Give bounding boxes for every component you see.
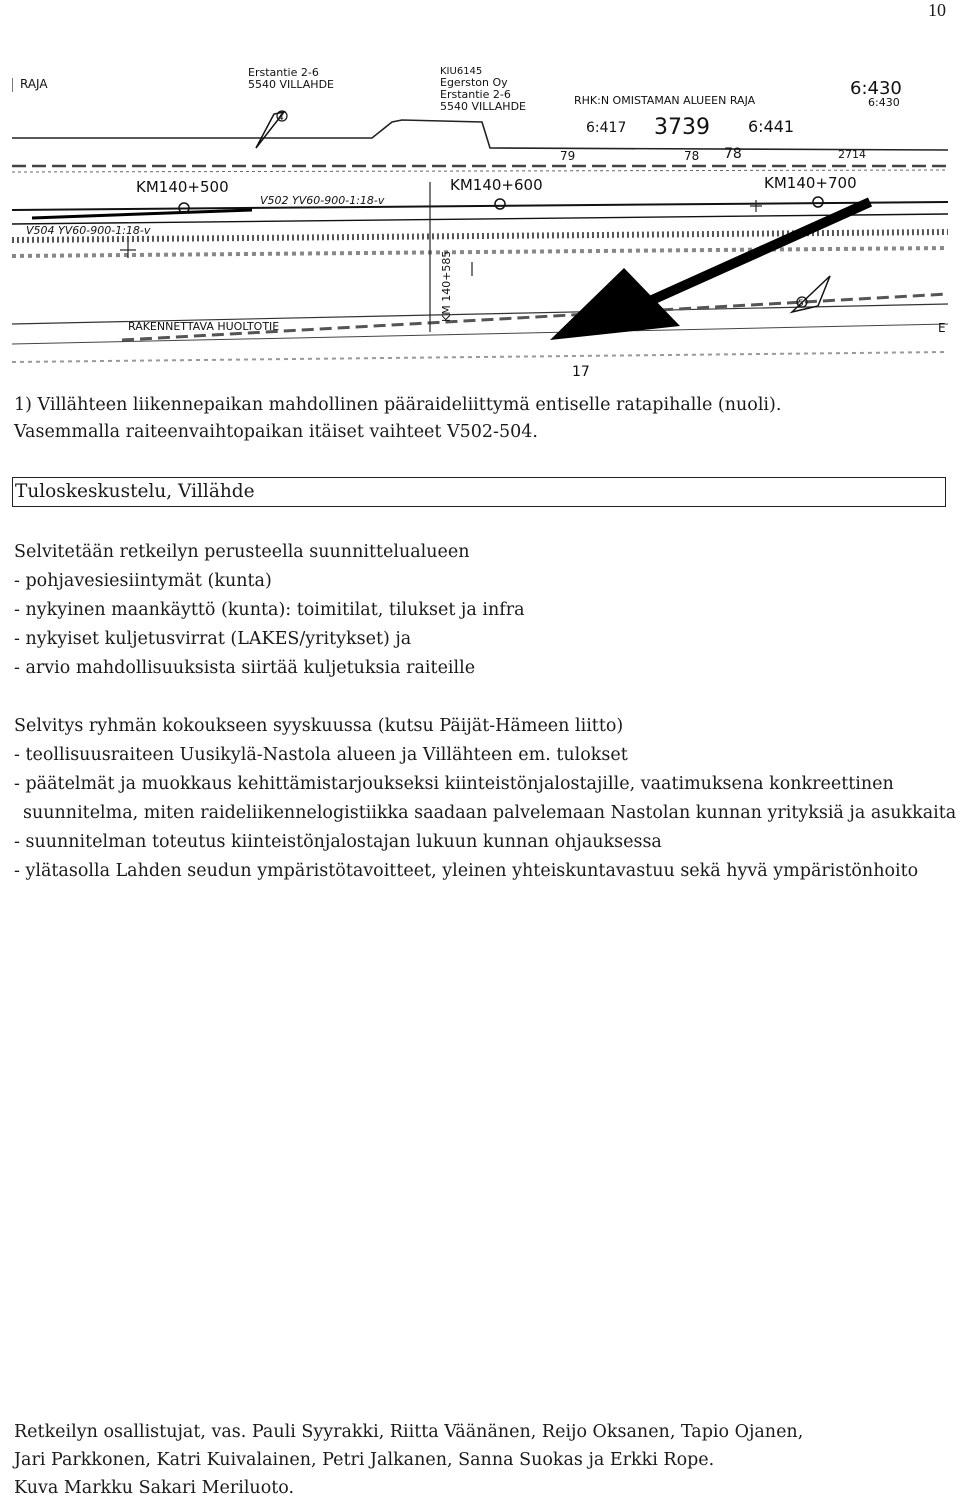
depot-road-label: RAKENNETTAVA HUOLTOTIE [128, 320, 280, 333]
number-17: 17 [572, 364, 590, 380]
meeting-item: - päätelmät ja muokkaus kehittämistarjoukseksi kiinteistönjalostajille, vaatimuksena konkreettinen [14, 774, 894, 794]
caption-line-2: Vasemmalla raiteenvaihtopaikan itäiset vaihteet V502-504. [14, 422, 538, 442]
credits-line-2: Jari Parkkonen, Katri Kuivalainen, Petri Jalkanen, Sanna Suokas ja Erkki Rope. [14, 1450, 715, 1470]
km140-500-label: KM140+500 [136, 178, 229, 196]
km600-marker [495, 199, 505, 209]
credits-line-1: Retkeilyn osallistujat, vas. Pauli Syyrakki, Riitta Väänänen, Reijo Oksanen, Tapio Ojanen, [14, 1422, 804, 1442]
survey-intro: Selvitetään retkeilyn perusteella suunnittelualueen [14, 542, 470, 562]
credits-line-3: Kuva Markku Sakari Meriluoto. [14, 1478, 295, 1498]
meeting-item-continued: suunnitelma, miten raideliikennelogistiikka saadaan palvelemaan Nastolan kunnan yrityksiä ja asukkaita [23, 803, 957, 823]
main-track-4 [12, 248, 948, 256]
section-title: Tuloskeskustelu, Villähde [15, 481, 255, 502]
page-number: 10 [928, 0, 946, 20]
lower-fence-4 [12, 352, 948, 362]
property-boundary [12, 120, 948, 150]
upper-fence-2 [12, 170, 948, 172]
survey-mark-b: 5 [798, 299, 804, 309]
number-78-b: 78 [724, 146, 742, 162]
meeting-item: - ylätasolla Lahden seudun ympäristötavoitteet, yleinen yhteiskuntavastuu sekä hyvä ympäristönhoito [14, 861, 919, 881]
km140-585-label: KM 140+585 [440, 250, 453, 322]
switch-v504-label: V504 YV60-900-1:18-v [26, 224, 151, 237]
parcel-6-430-a: 6:430 [850, 78, 902, 99]
number-78-a: 78 [684, 149, 700, 163]
meeting-item: - teollisuusraiteen Uusikylä-Nastola alueen ja Villähteen em. tulokset [14, 745, 628, 765]
survey-item: - pohjavesiesiintymät (kunta) [14, 571, 272, 591]
parcel-6-441: 6:441 [748, 117, 795, 136]
survey-item: - nykyinen maankäyttö (kunta): toimitilat, tilukset ja infra [14, 600, 525, 620]
parcel-6-430-b: 6:430 [868, 96, 900, 109]
number-2714: 2714 [838, 148, 866, 161]
address1-line2: 5540 VILLAHDE [248, 78, 334, 91]
track-plan-drawing [12, 62, 948, 388]
big-arrow-head [550, 268, 680, 340]
switch-track [32, 210, 252, 218]
meeting-item: - suunnitelman toteutus kiinteistönjalostajan lukuun kunnan ohjauksessa [14, 832, 662, 852]
survey-item: - nykyiset kuljetusvirrat (LAKES/yritykset) ja [14, 629, 412, 649]
main-track-1 [12, 202, 948, 210]
track-plan-map [12, 62, 948, 388]
parcel-6-417: 6:417 [586, 120, 627, 136]
meeting-intro: Selvitys ryhmän kokoukseen syyskuussa (kutsu Päijät-Hämeen liitto) [14, 716, 624, 736]
main-track-2 [12, 214, 948, 224]
address1-line1: Erstantie 2-6 [248, 66, 319, 79]
address2-line1: Egerston Oy [440, 76, 508, 89]
survey-item: - arvio mahdollisuuksista siirtää kuljetuksia raiteille [14, 658, 476, 678]
address2-line3: 5540 VILLAHDE [440, 100, 526, 113]
survey-list [14, 538, 948, 683]
number-79: 79 [560, 149, 576, 163]
address2-line2: Erstantie 2-6 [440, 88, 511, 101]
map-caption [14, 392, 944, 446]
raja-label: RAJA [20, 77, 48, 91]
switch-v502-label: V502 YV60-900-1:18-v [260, 194, 385, 207]
border-label: RHK:N OMISTAMAN ALUEEN RAJA [574, 94, 756, 107]
section-header-box [12, 477, 946, 507]
survey-mark-a: 4 [278, 113, 284, 123]
photo-credits [14, 1418, 948, 1502]
km140-600-label: KM140+600 [450, 176, 543, 194]
address2-line0: KIU6145 [440, 66, 483, 77]
meeting-list [14, 712, 957, 886]
caption-line-1: 1) Villähteen liikennepaikan mahdollinen pääraideliittymä entiselle ratapihalle (nuoli). [14, 395, 782, 415]
km700-marker [813, 197, 823, 207]
parcel-3739: 3739 [654, 115, 710, 140]
km140-700-label: KM140+700 [764, 174, 857, 192]
edge-marker: E [938, 321, 946, 335]
